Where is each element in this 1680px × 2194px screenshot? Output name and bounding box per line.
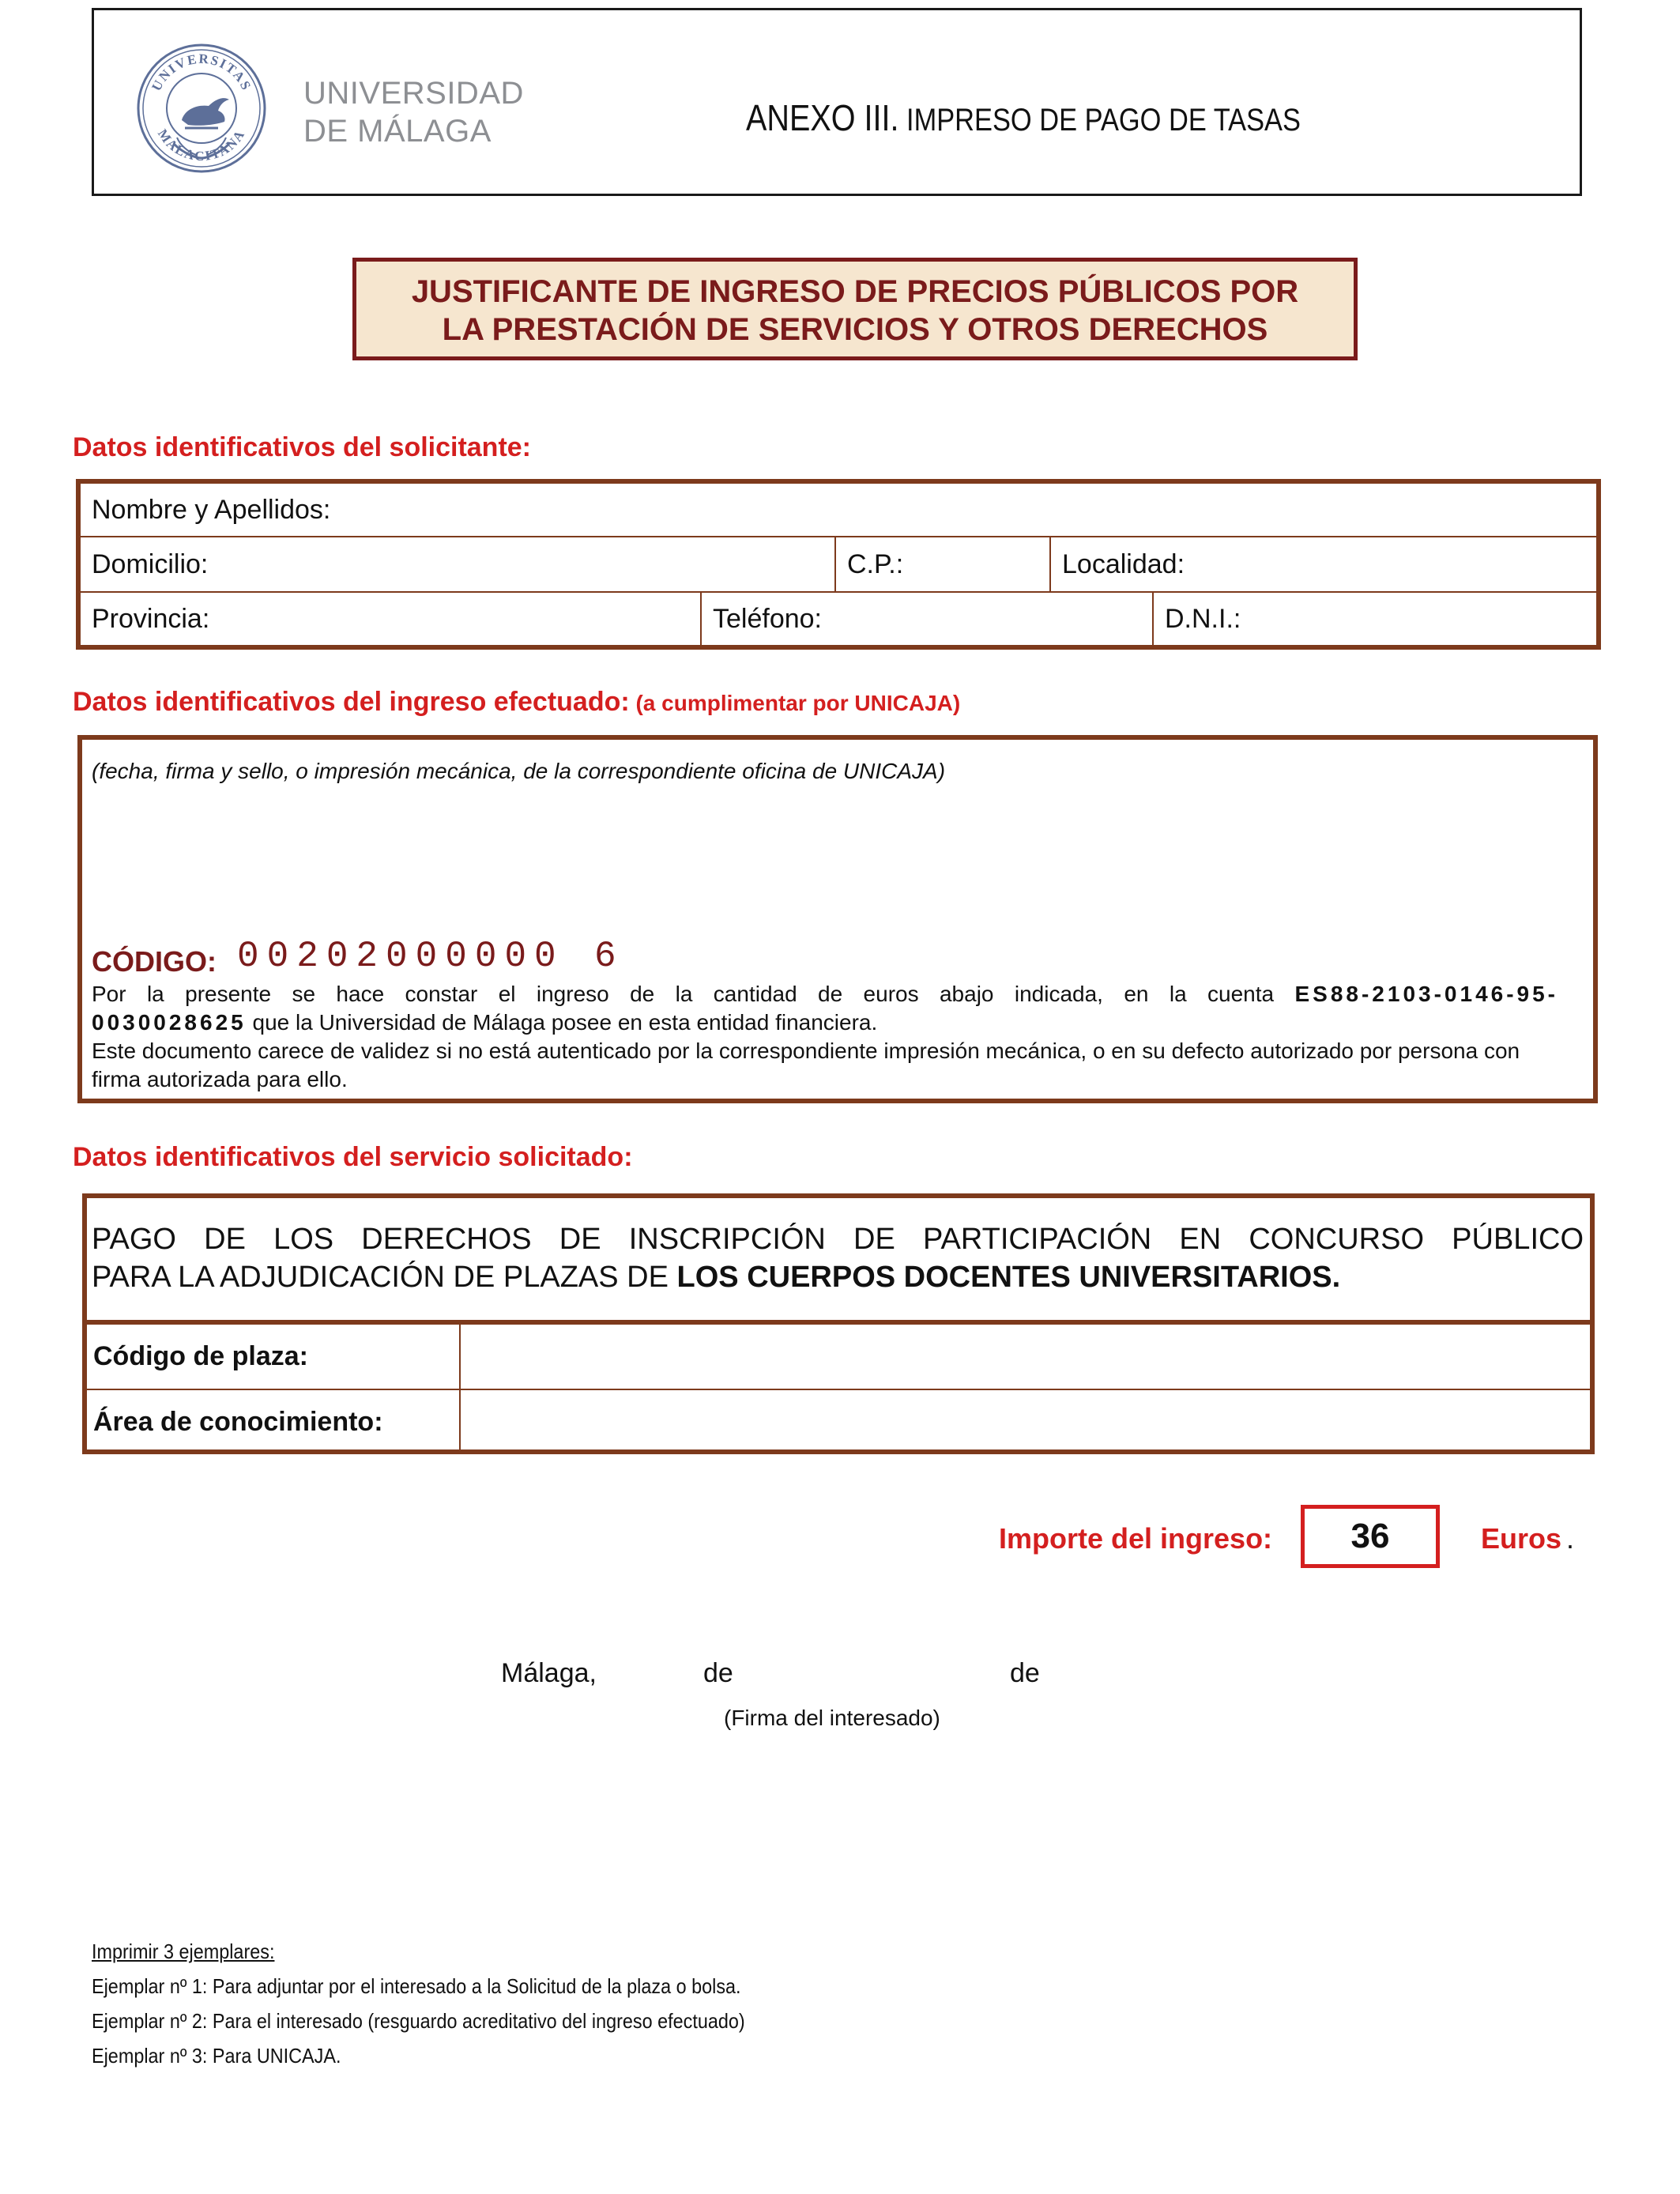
dni-label: D.N.I.: [1165,603,1241,634]
solicitante-table [76,479,1601,650]
provincia-field[interactable] [78,592,701,647]
footer-item-1: Ejemplar nº 1: Para adjuntar por el interesado a la Solicitud de la plaza o bolsa. [92,1974,741,1998]
area-conocimiento-input[interactable] [460,1389,1595,1454]
servicio-description [92,1220,1584,1296]
university-name-line1: UNIVERSIDAD [303,76,524,111]
ingreso-text-part3: Este documento carece de validez si no está autenticado por la correspondiente impresión mecánica, o en su defecto autorizado por persona con firma autorizada para ello. [92,1039,1520,1091]
ingreso-heading-note: (a cumplimentar por UNICAJA) [629,691,961,715]
anexo-title-text: IMPRESO DE PAGO DE TASAS [898,103,1301,138]
servicio-line2-normal: PARA LA ADJUDICACIÓN DE PLAZAS DE [92,1261,677,1294]
localidad-field[interactable] [1050,537,1599,592]
firma-city: Málaga, [501,1658,597,1688]
ingreso-text-part2: que la Universidad de Málaga posee en esta entidad financiera. [246,1010,878,1035]
localidad-label: Localidad: [1062,548,1185,579]
footer-title: Imprimir 3 ejemplares: [92,1940,275,1963]
account-part1: ES88-2103-0146-95- [1294,982,1558,1006]
cp-label: C.P.: [847,548,904,579]
domicilio-label: Domicilio: [92,548,209,579]
importe-value: 36 [1301,1505,1440,1568]
university-name [303,74,524,150]
servicio-line2 [92,1258,1584,1296]
firma-de-1: de [703,1658,733,1688]
ingreso-hint: (fecha, firma y sello, o impresión mecánica, de la correspondiente oficina de UNICAJA) [92,759,946,783]
firma-caption: (Firma del interesado) [724,1706,940,1730]
account-part2: 0030028625 [92,1010,247,1035]
servicio-heading: Datos identificativos del servicio solicitado: [73,1142,633,1172]
university-name-line2: DE MÁLAGA [303,114,492,149]
nombre-field[interactable] [78,481,1599,537]
ingreso-heading-text: Datos identificativos del ingreso efectuado: [73,687,630,717]
telefono-label: Teléfono: [713,603,822,634]
codigo-label: CÓDIGO: [92,945,217,978]
servicio-table [82,1325,1595,1454]
firma-de-2: de [1010,1658,1040,1688]
anexo-title [746,98,1301,140]
ingreso-text [92,980,1558,1094]
footer-item-2: Ejemplar nº 2: Para el interesado (resguardo acreditativo del ingreso efectuado) [92,2009,745,2033]
ingreso-heading [73,686,960,719]
codigo-check-digit: 6 [594,936,616,977]
importe-unit: Euros [1481,1522,1562,1555]
nombre-label: Nombre y Apellidos: [92,494,331,525]
svg-text:MALACITANA: MALACITANA [154,126,248,164]
ingreso-text-part1: Por la presente se hace constar el ingreso de la cantidad de euros abajo indicada, en la cuenta [92,982,1275,1006]
ingreso-text-line2 [92,1008,1558,1037]
servicio-line2-bold: LOS CUERPOS DOCENTES UNIVERSITARIOS. [676,1261,1341,1294]
codigo-plaza-input[interactable] [460,1325,1595,1389]
cp-field[interactable] [835,537,1050,592]
codigo-plaza-label: Código de plaza: [82,1325,460,1389]
servicio-line1: PAGO DE LOS DERECHOS DE INSCRIPCIÓN DE PARTICIPACIÓN EN CONCURSO PÚBLICO [92,1223,1584,1256]
telefono-field[interactable] [701,592,1153,647]
ingreso-text-line1 [92,980,1558,1008]
provincia-label: Provincia: [92,603,210,634]
title-line1: JUSTIFICANTE DE INGRESO DE PRECIOS PÚBLICOS POR [411,274,1299,309]
codigo-value: 00202000000 [237,936,564,977]
footer-item-3: Ejemplar nº 3: Para UNICAJA. [92,2044,341,2068]
svg-text:UNIVERSITAS: UNIVERSITAS [149,51,254,94]
area-conocimiento-label: Área de conocimiento: [82,1389,460,1454]
anexo-label: ANEXO III. [746,97,899,138]
justificante-title-box [352,258,1358,360]
dni-field[interactable] [1153,592,1599,647]
domicilio-field[interactable] [78,537,835,592]
university-seal-logo [136,43,267,174]
solicitante-heading: Datos identificativos del solicitante: [73,432,532,462]
title-line2: LA PRESTACIÓN DE SERVICIOS Y OTROS DERECHOS [442,312,1268,347]
importe-dot: . [1566,1522,1575,1555]
importe-label: Importe del ingreso: [999,1522,1273,1555]
